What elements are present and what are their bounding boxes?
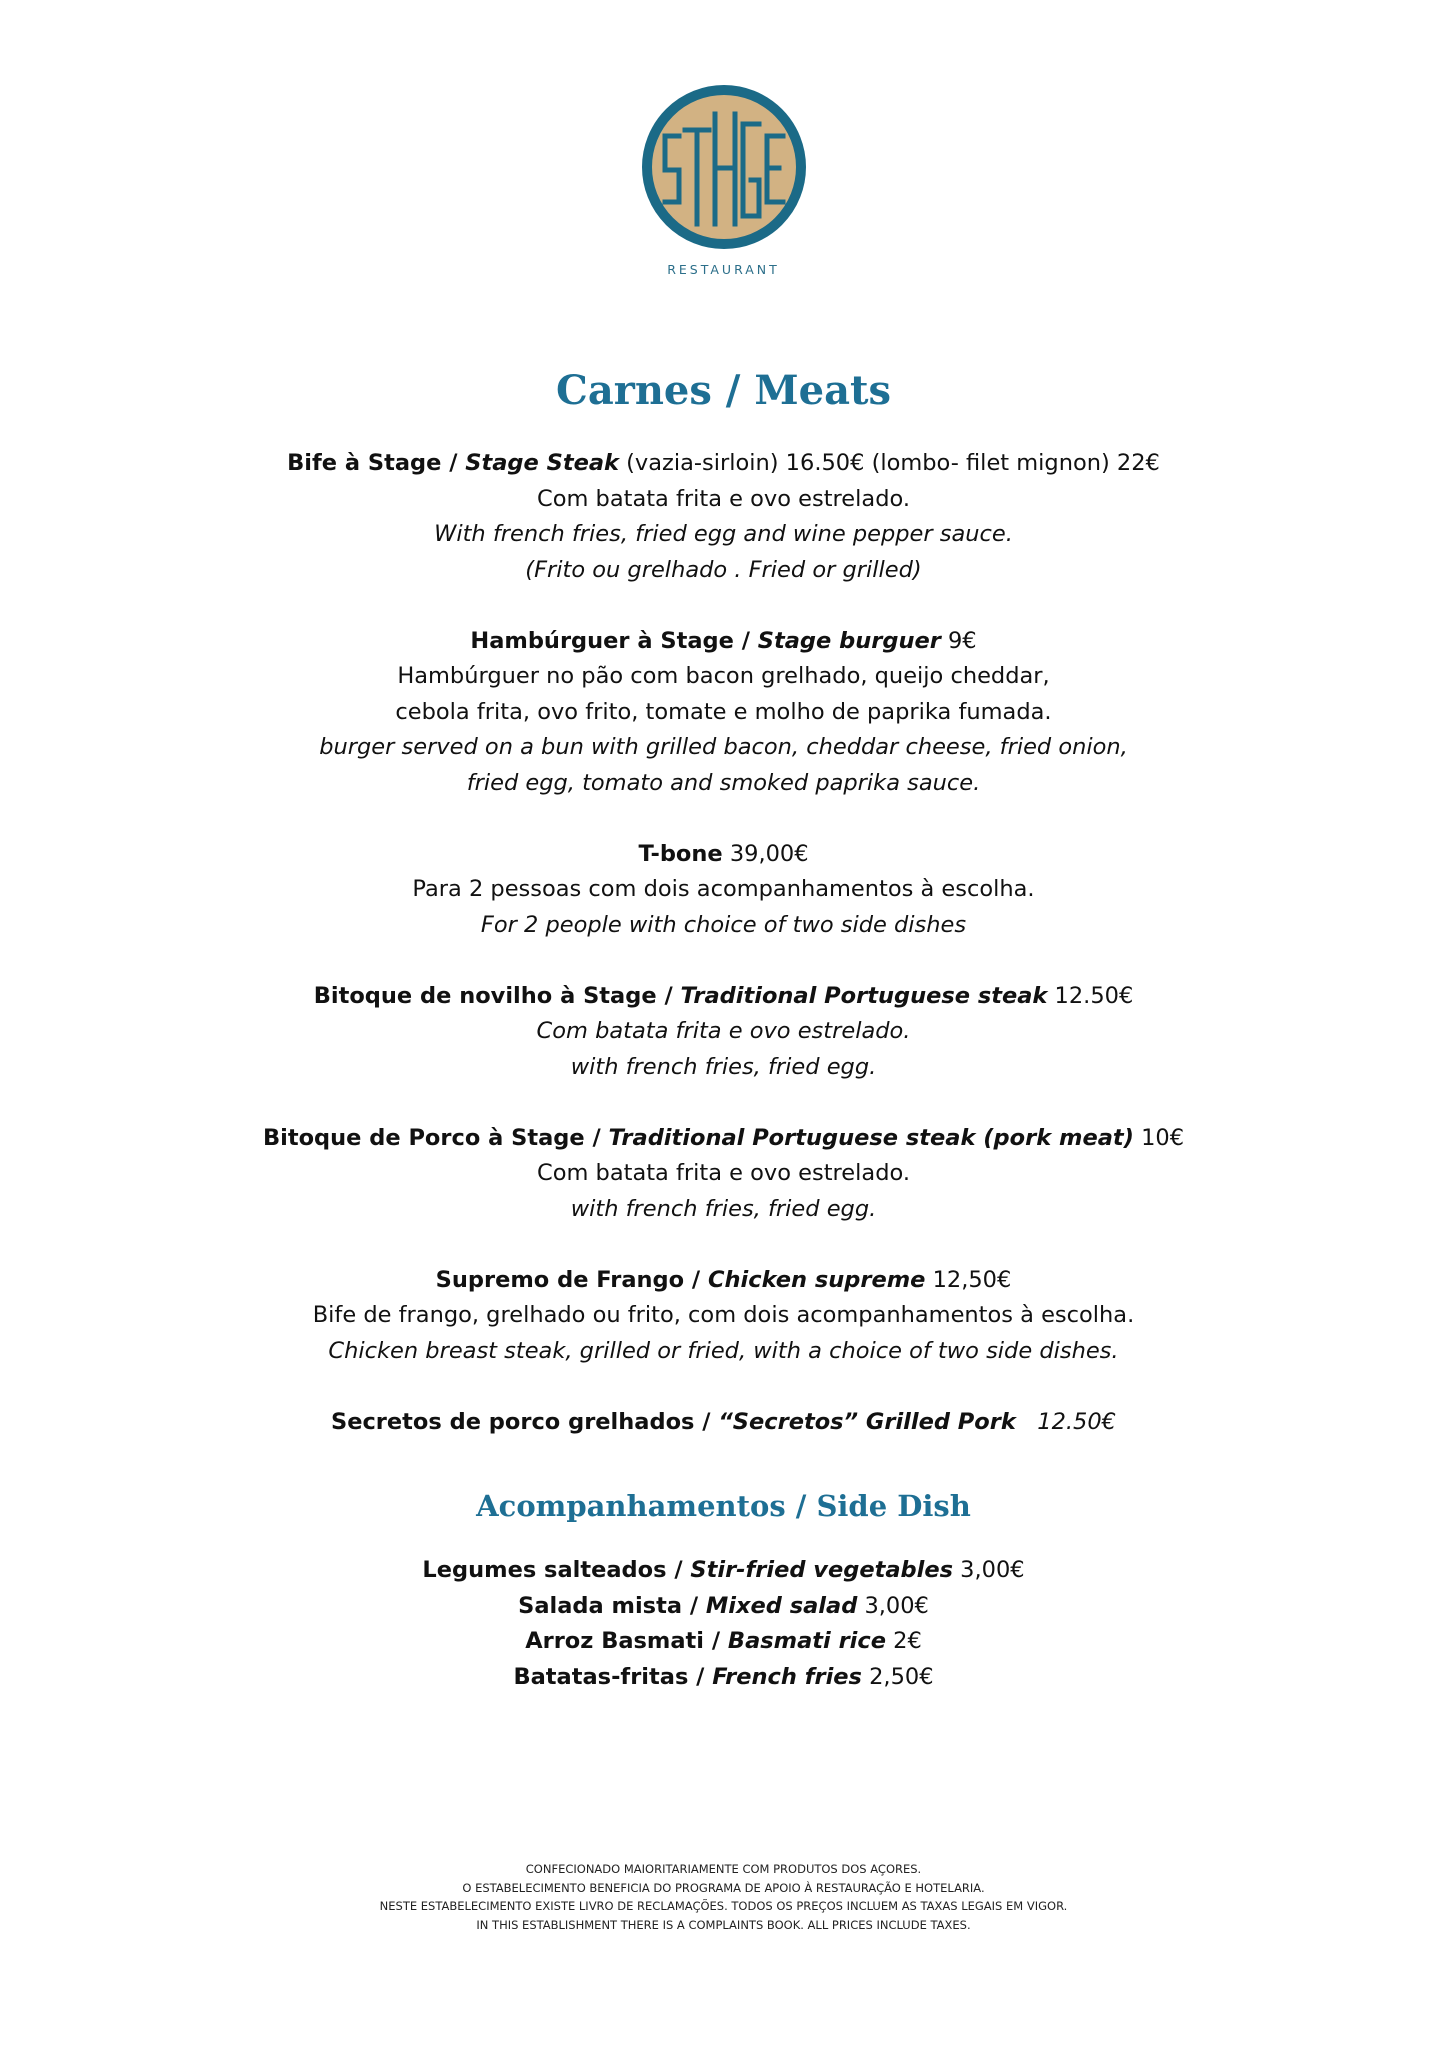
dish-name-separator: / — [733, 627, 758, 654]
dish-name-pt: Supremo de Frango — [435, 1266, 685, 1293]
menu-item-heading — [0, 837, 1447, 873]
dish-name-separator: / — [666, 1557, 691, 1583]
dish-description-en: fried egg, tomato and smoked paprika sauce. — [466, 769, 981, 796]
dish-description-pt: Hambúrguer no pão com bacon grelhado, queijo cheddar, — [397, 663, 1050, 689]
stage-logo-icon — [641, 84, 807, 250]
dish-price: 39,00€ — [722, 840, 809, 867]
item-spacer — [0, 588, 1447, 624]
footer-notice — [0, 1860, 1447, 1934]
dish-description-pt: Com batata frita e ovo estrelado. — [537, 485, 910, 512]
item-spacer — [0, 1227, 1447, 1263]
dish-price: 12,50€ — [925, 1266, 1012, 1293]
dish-name-en: Traditional Portuguese steak — [680, 982, 1048, 1009]
dish-name-pt: Salada mista — [518, 1592, 683, 1619]
dish-name-pt: Secretos de porco grelhados — [331, 1408, 695, 1435]
footer-line: NESTE ESTABELECIMENTO EXISTE LIVRO DE RECLAMAÇÕES. TODOS OS PREÇOS INCLUEM AS TAXAS LEGAIS EM VIGOR. — [379, 1899, 1068, 1913]
meats-title: Carnes / Meats — [556, 367, 891, 414]
dish-name-en: French fries — [712, 1663, 862, 1690]
dish-description-pt: Bife de frango, grelhado ou frito, com dois acompanhamentos à escolha. — [312, 1302, 1135, 1328]
dish-name-separator: / — [682, 1592, 706, 1619]
item-spacer — [0, 943, 1447, 979]
dish-name-pt: Bitoque de Porco à Stage — [262, 1124, 585, 1151]
dish-price: 2€ — [885, 1628, 922, 1654]
item-spacer — [0, 1085, 1447, 1121]
dish-name-separator: / — [441, 450, 466, 476]
dish-name-separator: / — [704, 1628, 728, 1654]
menu-item-heading — [0, 1263, 1447, 1299]
menu-item-heading — [0, 1660, 1447, 1696]
dish-price: 10€ — [1133, 1124, 1185, 1151]
menu-item-heading — [0, 446, 1447, 482]
menu-item-heading — [0, 1553, 1447, 1589]
dish-description-pt: Com batata frita e ovo estrelado. — [537, 1160, 910, 1186]
dish-name-en: Traditional Portuguese steak (pork meat) — [608, 1124, 1134, 1151]
dish-price: 9€ — [940, 627, 977, 654]
menu-item-heading — [0, 1405, 1447, 1441]
menu-item-heading — [0, 1589, 1447, 1625]
meats-menu-list — [0, 446, 1447, 1440]
menu-item-heading — [0, 1121, 1447, 1157]
dish-description-en: (Frito ou grelhado . Fried or grilled) — [525, 556, 922, 583]
dish-name-pt: Batatas-fritas — [513, 1663, 689, 1690]
footer-line: O ESTABELECIMENTO BENEFICIA DO PROGRAMA DE APOIO À RESTAURAÇÃO E HOTELARIA. — [462, 1880, 985, 1895]
dish-name-separator: / — [656, 982, 681, 1009]
dish-name-pt: T-bone — [638, 840, 723, 867]
item-spacer — [0, 801, 1447, 837]
dish-price: 3,00€ — [857, 1592, 929, 1619]
dish-price: 12.50€ — [1015, 1408, 1116, 1435]
dish-name-pt: Hambúrguer à Stage — [470, 627, 734, 654]
dish-name-en: Stir-fried vegetables — [690, 1557, 954, 1583]
dish-name-separator: / — [694, 1408, 719, 1435]
dish-name-separator: / — [584, 1124, 609, 1151]
dish-description-en: burger served on a bun with grilled bacon, cheddar cheese, fried onion, — [319, 734, 1128, 760]
dish-name-pt: Bife à Stage — [287, 450, 442, 476]
dish-name-en: Basmati rice — [727, 1628, 886, 1654]
dish-description-en: For 2 people with choice of two side dishes — [480, 911, 967, 938]
dish-description-en: With french fries, fried egg and wine pepper sauce. — [434, 521, 1013, 547]
dish-name-pt: Legumes salteados — [422, 1557, 667, 1583]
menu-item-heading — [0, 624, 1447, 660]
dish-price: 12.50€ — [1047, 982, 1134, 1009]
dish-name-separator: / — [688, 1663, 713, 1690]
dish-name-pt: Bitoque de novilho à Stage — [313, 982, 657, 1009]
dish-description-en: with french fries, fried egg. — [570, 1053, 877, 1080]
footer-line: CONFECIONADO MAIORITARIAMENTE COM PRODUTOS DOS AÇORES. — [525, 1862, 922, 1876]
dish-name-en: Mixed salad — [705, 1592, 858, 1619]
dish-name-en: Stage burguer — [757, 627, 941, 654]
dish-description-pt: Para 2 pessoas com dois acompanhamentos à escolha. — [412, 876, 1035, 902]
dish-description-pt: cebola frita, ovo frito, tomate e molho de paprika fumada. — [395, 698, 1052, 725]
dish-name-en: “Secretos” Grilled Pork — [718, 1408, 1016, 1435]
sides-title: Acompanhamentos / Side Dish — [476, 1489, 971, 1523]
dish-description-en: Com batata frita e ovo estrelado. — [536, 1018, 911, 1044]
footer-line: IN THIS ESTABLISHMENT THERE IS A COMPLAINTS BOOK. ALL PRICES INCLUDE TAXES. — [476, 1917, 971, 1932]
dish-price: 3,00€ — [953, 1557, 1025, 1583]
logo — [0, 84, 1447, 277]
dish-name-pt: Arroz Basmati — [525, 1628, 705, 1654]
item-spacer — [0, 1369, 1447, 1405]
dish-price: 2,50€ — [861, 1663, 934, 1690]
logo-subtitle: RESTAURANT — [667, 262, 780, 277]
dish-price: (vazia-sirloin) 16.50€ (lombo- filet mignon) 22€ — [619, 450, 1160, 476]
dish-name-separator: / — [684, 1266, 708, 1293]
dish-name-en: Chicken supreme — [707, 1266, 926, 1293]
menu-item-heading — [0, 1624, 1447, 1660]
dish-name-en: Stage Steak — [465, 450, 619, 476]
dish-description-en: Chicken breast steak, grilled or fried, with a choice of two side dishes. — [328, 1337, 1119, 1364]
menu-item-heading — [0, 979, 1447, 1015]
dish-description-en: with french fries, fried egg. — [570, 1195, 877, 1222]
sides-menu-list — [0, 1553, 1447, 1695]
